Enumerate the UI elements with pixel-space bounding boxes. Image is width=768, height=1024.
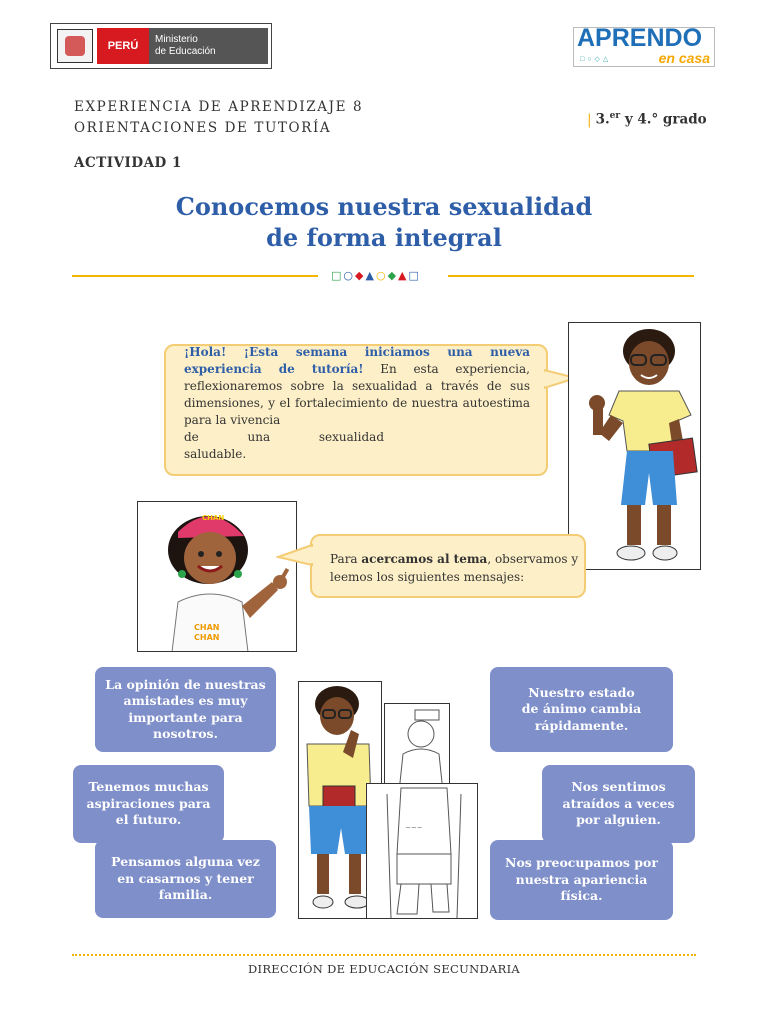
sketch-crutches-icon [367,784,478,919]
page-title: Conocemos nuestra sexualidad de forma integral [175,192,593,252]
message-card-aspirations: Tenemos muchas aspiraciones para el futuro. [73,765,224,843]
orientation-label: ORIENTACIONES DE TUTORÍA [74,120,332,136]
girl-pointing-icon [138,502,297,652]
coat-of-arms-icon [57,29,93,63]
sketch-panel-top [384,703,450,793]
en-casa-text: en casa [658,50,710,66]
aprendo-en-casa-logo [573,24,715,67]
boy-illustration [568,322,701,570]
logo-peru: PERÚ [97,28,149,64]
grade-label: | 3.$^{er}$ y 4.° grado [587,111,707,128]
message-card-attraction: Nos sentimos atraídos a veces por alguien. [542,765,695,843]
intro-speech-bubble: ¡Hola! ¡Esta semana iniciamos una nueva experiencia de tutoría! En esta experiencia, reflexionaremos sobre la sexualidad a través de sus dimensiones, y el fortalecimiento de nuestra autoestima para la vivencia de una sexualidad saludable. [164,344,548,476]
svg-text:CHAN: CHAN [194,633,220,642]
logo-ministerio: Ministerio de Educación [149,28,268,64]
sketch-panel-bottom [366,783,478,919]
experience-label: EXPERIENCIA DE APRENDIZAJE 8 [74,99,364,115]
aprendo-text: APRENDO [577,24,703,52]
activity-label: ACTIVIDAD 1 [74,155,182,171]
svg-text:~~~: ~~~ [405,824,423,832]
logo-shapes-icon: □○◇△ [580,56,612,63]
instruction-speech-bubble: Para acercamos al tema, observamos y leemos los siguientes mensajes: [310,534,586,598]
svg-text:CHAN: CHAN [202,514,225,522]
message-card-appearance: Nos preocupamos por nuestra apariencia física. [490,840,673,920]
message-card-marriage: Pensamos alguna vez en casarnos y tener familia. [95,840,276,918]
minedu-logo [50,23,272,69]
message-card-mood: Nuestro estado de ánimo cambia rápidamente. [490,667,673,752]
message-card-friends-opinion: La opinión de nuestras amistades es muy importante para nosotros. [95,667,276,752]
svg-text:CHAN: CHAN [194,623,220,632]
title-divider-left [72,275,318,277]
bubble2-tail [276,543,314,569]
title-divider-right [448,275,694,277]
boy-with-book-icon [569,323,701,570]
footer-divider [72,954,696,956]
sketch-figure-icon [385,704,450,793]
girl-illustration [137,501,297,652]
divider-shapes-icon: □○◆▲○◆▲□ [331,269,421,282]
footer-text: DIRECCIÓN DE EDUCACIÓN SECUNDARIA [247,962,521,976]
